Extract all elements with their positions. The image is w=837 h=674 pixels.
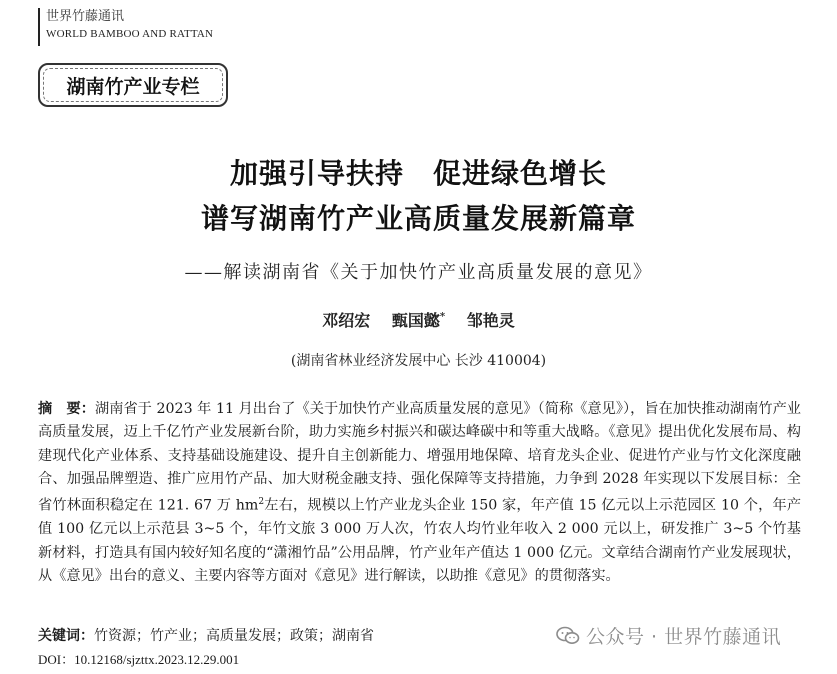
column-tag: 湖南竹产业专栏 (38, 63, 228, 107)
doi: DOI：10.12168/sjzttx.2023.12.29.001 (38, 652, 240, 667)
author-list (0, 308, 837, 331)
watermark-text: 公众号 · 世界竹藤通讯 (586, 626, 782, 648)
author-name-text: 甄国懿 (391, 311, 440, 330)
abstract-label: 摘 要： (38, 401, 95, 417)
keywords-text: 竹资源；竹产业；高质量发展；政策；湖南省 (94, 628, 374, 644)
wechat-icon (556, 626, 580, 646)
article-subtitle: ——解读湖南省《关于加快竹产业高质量发展的意见》 (184, 262, 653, 283)
abstract (38, 398, 801, 588)
watermark (556, 622, 781, 649)
abstract-text-continued: 左右，规模以上竹产业龙头企业 150 家，年产值 15 亿元以上示范园区 10 个，年产值 100 亿元以上示范县 3~5 个，年竹文旅 3 000 万人次，竹农人均竹业年收入 2 000 元以上，研发推广 3~5 个竹基新材料，打造具有国内较好知名度的“潇湘竹品”公用品牌，竹产业年产值达 1 000 亿元。文章结合湖南竹产业发展现状，从《意见》出台的意义、主要内容等方面对《意见》进行解读，以助推《意见》的贯彻落实。 (38, 497, 802, 584)
journal-name-cn: 世界竹藤通讯 (46, 9, 125, 24)
author-name: 邓绍宏 (322, 311, 371, 330)
author-name: 邹艳灵 (466, 311, 515, 330)
author-name (392, 311, 445, 330)
keywords-label: 关键词： (38, 628, 94, 644)
corresponding-author-mark: * (439, 311, 446, 323)
article-title-line2: 谱写湖南竹产业高质量发展新篇章 (200, 202, 636, 235)
unit-superscript: 2 (258, 497, 265, 508)
article-title-line1: 加强引导扶持 促进绿色增长 (229, 157, 607, 190)
abstract-text: 湖南省于 2023 年 11 月出台了《关于加快竹产业高质量发展的意见》（简称《意见》），旨在加快推动湖南竹产业高质量发展，迈上千亿竹产业发展新台阶，助力实施乡村振兴和碳达峰碳中和等重大战略。《意见》提出优化发展布局、构建现代化产业体系、支持基础设施建设、提升自主创新能力、增强用地保障、培育龙头企业、促进竹产业与竹文化深度融合、加强品牌塑造、推广应用竹产品、加大财税金融支持、强化保障等支持措施，力争到 2028 年实现以下发展目标：全省竹林面积稳定在 121. 67 万 hm (38, 401, 801, 514)
affiliation: (湖南省林业经济发展中心 长沙 410004) (290, 353, 547, 369)
journal-name-en: WORLD BAMBOO AND RATTAN (46, 28, 214, 40)
keywords (38, 625, 374, 645)
journal-masthead (38, 8, 213, 46)
